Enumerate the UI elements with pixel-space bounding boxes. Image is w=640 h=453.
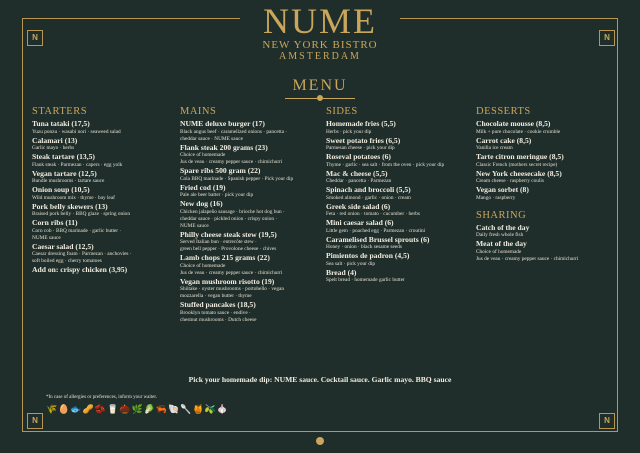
menu-item xyxy=(476,239,578,263)
bottom-ornament xyxy=(316,437,324,445)
menu-item-description: Parmesan cheese · pick your dip xyxy=(326,145,395,151)
desserts-heading: DESSERTS xyxy=(476,106,531,117)
menu-item-name: Homemade fries (5,5) xyxy=(326,119,396,128)
menu-item-description: chestnut mushrooms · Dutch cheese xyxy=(180,316,257,323)
restaurant-logo xyxy=(240,3,400,63)
menu-item-description: Little gem · poached egg · Parmezan · croutini xyxy=(326,227,426,234)
menu-item-description: soft boiled egg · cherry tomatoes xyxy=(32,258,102,264)
menu-item-description: Jus de veau · creamy pepper sauce · chimichurri xyxy=(476,255,579,262)
menu-item-name: Meat of the day xyxy=(476,239,527,248)
menu-item xyxy=(32,152,132,169)
sharing-heading: SHARING xyxy=(476,209,527,221)
menu-item-name: Philly cheese steak stew (19,5) xyxy=(180,229,277,239)
allergen-icons: 🌾🥚🐟🥜🫘🥛🌰🌿🥬🦐🐚🥄🍯🫒🧄 xyxy=(46,404,230,414)
menu-item xyxy=(180,277,293,301)
menu-item-description: Choice of homemade xyxy=(180,152,226,158)
corner-emblem-bottom-left: N xyxy=(27,413,43,429)
menu-item-description: Feta · red onion · tomato · cucumber · herbs xyxy=(326,211,420,217)
menu-item-name: Roseval potatoes (6) xyxy=(326,152,391,161)
menu-item-description: Caesar dressing foam · Parmezan · anchovies · xyxy=(32,251,132,257)
menu-item xyxy=(476,185,578,202)
menu-item-description: cheddar sauce · NUME sauce xyxy=(180,135,243,142)
dip-options: Pick your homemade dip: NUME sauce. Cocktail sauce. Garlic mayo. BBQ sauce xyxy=(188,375,452,384)
menu-item-description: Garlic mayo · herbs xyxy=(32,145,75,151)
menu-item-name: New dog (16) xyxy=(180,199,223,208)
menu-item-description: Thyme · garlic · sea salt · from the oven · pick your dip xyxy=(326,161,445,168)
menu-item xyxy=(326,251,444,268)
menu-divider-dot xyxy=(317,95,323,101)
logo-subtitle: NEW YORK BISTRO xyxy=(262,39,378,51)
menu-item-description: cheddar sauce · pickled onion · crispy onion · xyxy=(180,215,278,222)
menu-item xyxy=(326,185,444,202)
menu-item-description: Jus de veau · creamy pepper sauce · chimichurri xyxy=(180,269,283,276)
menu-item-description: Shiitake · oyster mushrooms · portobello · vegan xyxy=(180,286,285,292)
menu-item-description: Mango · raspberry xyxy=(476,194,516,201)
menu-item xyxy=(32,265,132,275)
menu-item xyxy=(326,136,444,153)
menu-item-name: Onion soup (10,5) xyxy=(32,185,90,194)
allergy-note: *In case of allergies or preferences, inform your waiter. xyxy=(46,395,157,400)
menu-item xyxy=(180,183,293,200)
menu-item-name: Lamb chops 215 grams (22) xyxy=(180,253,270,262)
menu-item-description: Herbs · pick your dip xyxy=(326,128,372,135)
menu-item xyxy=(180,143,293,167)
menu-item-description: Milk + pure chocolate · cookie crumble xyxy=(476,128,561,135)
menu-item xyxy=(32,202,132,219)
menu-item-description: Black angus beef · caramelized onions · pancetta · xyxy=(180,128,288,135)
menu-item-name: Vegan tartare (12,5) xyxy=(32,168,97,178)
menu-item-description: Braised pork belly · BBQ glaze · spring onion xyxy=(32,211,130,217)
menu-item-description: Served Italian bun · entrecôte stew · xyxy=(180,239,257,245)
menu-item-name: Caramelised Brussel sprouts (6) xyxy=(326,234,430,244)
menu-item-name: Flank steak 200 grams (23) xyxy=(180,142,268,152)
menu-item-description: Choice of homemade xyxy=(180,262,226,269)
sides-column xyxy=(326,105,444,284)
menu-item xyxy=(476,223,578,240)
menu-item-name: Tarte citron meringue (8,5) xyxy=(476,152,564,161)
menu-item-name: Greek side salad (6) xyxy=(326,201,391,211)
menu-item xyxy=(326,235,444,252)
menu-item-name: Vegan sorbet (8) xyxy=(476,185,529,194)
sides-heading: SIDES xyxy=(326,106,358,117)
menu-item-description: Brooklyn tomato sauce · endive · xyxy=(180,309,251,316)
menu-item xyxy=(326,169,444,186)
menu-item-description: Corn cob · BBQ marinade · garlic butter · xyxy=(32,227,122,234)
menu-item-name: Pimientos de padron (4,5) xyxy=(326,251,410,260)
menu-item-name: Tuna tataki (17,5) xyxy=(32,119,90,128)
menu-item xyxy=(326,119,444,136)
menu-item xyxy=(180,119,293,143)
corner-emblem-top-left: N xyxy=(27,30,43,46)
menu-item-name: Add on: crispy chicken (3,95) xyxy=(32,265,128,274)
menu-item-name: Stuffed pancakes (18,5) xyxy=(180,300,256,309)
menu-item xyxy=(326,152,444,169)
menu-item-name: Spare ribs 500 gram (22) xyxy=(180,166,261,175)
menu-item-description: mozzarella · vegan butter · thyme xyxy=(180,293,252,299)
corner-emblem-bottom-right: N xyxy=(599,413,615,429)
menu-item-description: Wild mushroom mix · thyme · bay leaf xyxy=(32,194,115,201)
menu-item-description: Cheddar · pancetta · Parmezan xyxy=(326,178,392,184)
menu-item-description: Flank steak · Parmezan · capers · egg yolk xyxy=(32,161,123,168)
menu-item-description: Yuzu ponzu · wasabi nori · seaweed salad xyxy=(32,128,121,135)
menu-item-name: Pork belly skewers (13) xyxy=(32,201,108,211)
menu-item-description: Vanilla ice cream xyxy=(476,145,513,151)
menu-item xyxy=(180,199,293,230)
menu-item-name: Mac & cheese (5,5) xyxy=(326,168,388,178)
menu-item xyxy=(476,152,578,169)
menu-item-name: Corn ribs (11) xyxy=(32,218,78,227)
menu-item-name: Chocolate mousse (8,5) xyxy=(476,119,551,128)
menu-item-name: Sweet potato fries (6,5) xyxy=(326,135,401,145)
menu-item xyxy=(32,218,132,242)
mains-heading: MAINS xyxy=(180,106,217,117)
menu-item-description: Smoked almond · garlic · onion · cream xyxy=(326,194,411,201)
menu-item-description: Classic French (mothers secret recipe) xyxy=(476,161,558,168)
menu-item xyxy=(32,169,132,186)
menu-item-description: Choice of homemade xyxy=(476,248,522,255)
menu-item-description: Chicken jalapeño sausage · brioche hot dog bun · xyxy=(180,208,285,215)
corner-emblem-top-right: N xyxy=(599,30,615,46)
menu-item xyxy=(32,119,132,136)
menu-item xyxy=(326,218,444,235)
logo-title: NUME xyxy=(263,1,377,41)
menu-item xyxy=(32,242,132,266)
menu-item-description: Pale ale beer batter · pick your dip xyxy=(180,192,254,198)
menu-item-name: New York cheesecake (8,5) xyxy=(476,168,562,178)
menu-item xyxy=(476,169,578,186)
menu-item-description: Sea salt · pick your dip xyxy=(326,260,375,267)
menu-item-description: Jus de veau · creamy pepper sauce · chimichurri xyxy=(180,159,283,165)
mains-column xyxy=(180,105,293,324)
menu-item-name: Spinach and broccoli (5,5) xyxy=(326,185,411,194)
menu-item-name: Steak tartare (13,5) xyxy=(32,152,95,161)
menu-item xyxy=(476,136,578,153)
starters-heading: STARTERS xyxy=(32,106,88,117)
menu-item-name: Carrot cake (8,5) xyxy=(476,135,532,145)
menu-item-description: NUME sauce xyxy=(180,222,209,229)
logo-location: AMSTERDAM xyxy=(279,51,361,62)
menu-item-name: Calamari (13) xyxy=(32,135,78,145)
menu-item xyxy=(326,268,444,285)
menu-item-name: Fried cod (19) xyxy=(180,182,226,192)
menu-item-name: Catch of the day xyxy=(476,222,530,232)
menu-item-description: Cola BBQ marinade · Spanish pepper · Pick your dip xyxy=(180,175,294,182)
menu-item-name: Caesar salad (12,5) xyxy=(32,241,94,251)
menu-item-description: NUME sauce xyxy=(32,234,61,241)
menu-title: MENU xyxy=(292,77,348,94)
menu-item xyxy=(180,300,293,324)
menu-item-description: green bell pepper · Provolone cheese · chives xyxy=(180,246,277,252)
menu-item-description: Bundle mushrooms · tartare sauce xyxy=(32,178,105,184)
menu-item-description: Daily fresh whole fish xyxy=(476,232,524,238)
menu-item-name: NUME deluxe burger (17) xyxy=(180,119,265,128)
menu-item-name: Mini caesar salad (6) xyxy=(326,218,394,227)
menu-item-name: Vegan mushroom risotto (19) xyxy=(180,276,275,286)
menu-item-description: Honey · onion · black sesame seeds xyxy=(326,244,402,250)
desserts-column xyxy=(476,105,578,263)
menu-item xyxy=(32,136,132,153)
starters-column xyxy=(32,105,132,275)
menu-item-description: Spelt bread · homemade garlic butter xyxy=(326,277,405,283)
menu-item xyxy=(180,253,293,277)
menu-item xyxy=(32,185,132,202)
menu-item xyxy=(326,202,444,219)
menu-item-name: Bread (4) xyxy=(326,267,357,277)
menu-item-description: Cream cheese · raspberry coulis xyxy=(476,178,544,184)
menu-item xyxy=(476,119,578,136)
menu-item xyxy=(180,166,293,183)
menu-item xyxy=(180,230,293,254)
